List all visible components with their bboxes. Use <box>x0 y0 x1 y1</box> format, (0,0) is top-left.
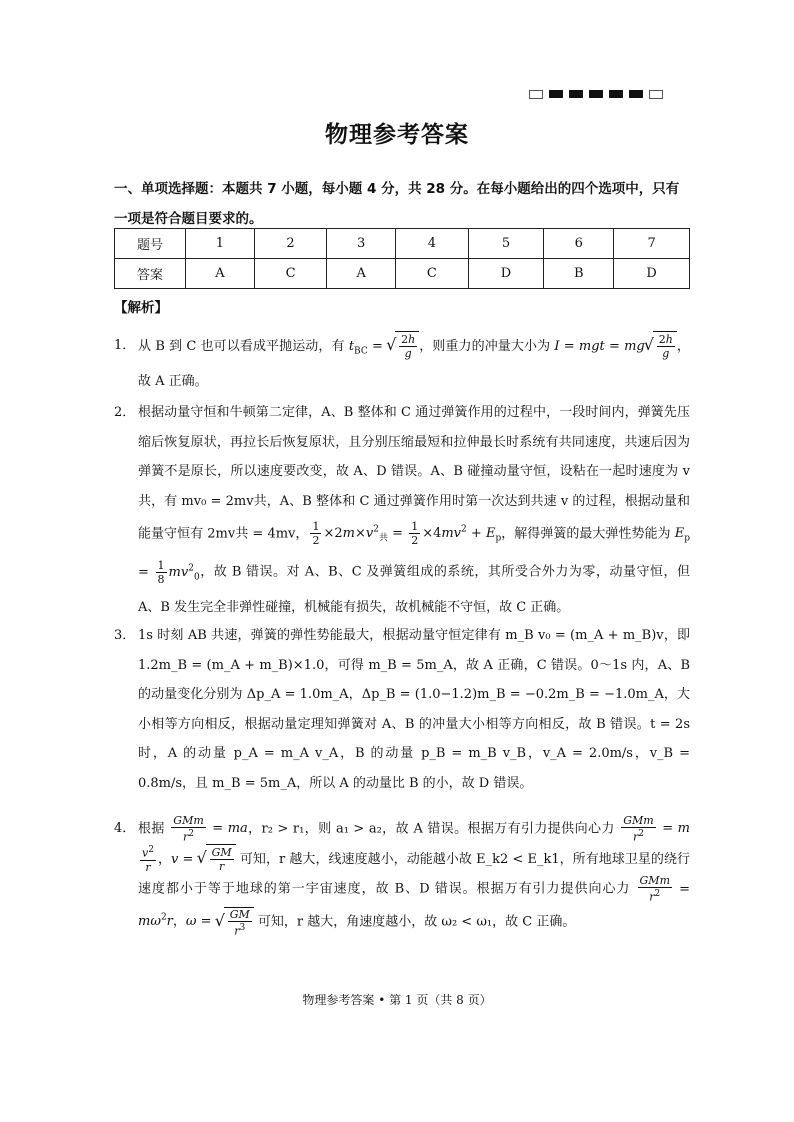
row-label: 答案 <box>115 259 186 289</box>
square-mark <box>629 90 643 98</box>
item-text: 根据 $\frac{\text{GMm}}{r^2}$ = ma，r₂ > r₁，则 a₁ > a₂，故 A 错误。根据万有引力提供向心力 $\frac{\text{GMm}}{r^2}$ = m $\frac{v^2}{r}$ ，v = √ $\frac{GM}{r}$ 可知，r 越大，线速度越小，动能越小故 E_k2 < E_k1，所有地球卫星的绕行速度都小于等于地球的第一宇宙速度，故 B、D 错误。根据万有引力提供向心力 $\frac{\text{GMm}}{r^2}$ = $m\omega^2r$，ω = √ $\frac{GM}{r^3}$ 可知，r 越大，角速度越小，故 ω₂ < ω₁，故 C 正确。 <box>138 814 690 937</box>
formula: $t_{BC}$ = √ $\frac{2h}{g}$ <box>349 339 419 354</box>
row-label: 题号 <box>115 229 186 259</box>
square-mark <box>569 90 583 98</box>
page-title: 物理参考答案 <box>325 122 469 148</box>
formula: $\frac{\text{GMm}}{r^2}$ = ma <box>173 814 248 844</box>
answer-cell: D <box>468 259 544 289</box>
page-footer: 物理参考答案 • 第 1 页（共 8 页） <box>302 993 492 1007</box>
analysis-item-2 <box>114 398 690 622</box>
formula: $\frac{\text{GMm}}{r^2}$ = $m\omega^2r$，ω = √ $\frac{GM}{r^3}$ <box>138 882 690 930</box>
question-number: 7 <box>614 229 690 259</box>
answer-table <box>114 228 690 289</box>
analysis-item-1 <box>114 331 690 396</box>
question-number: 6 <box>544 229 614 259</box>
analysis-item-3 <box>114 621 690 798</box>
section-heading: 一、单项选择题：本题共 7 小题，每小题 4 分，共 28 分。在每小题给出的四个选项中，只有一项是符合题目要求的。 <box>114 181 680 227</box>
square-mark <box>649 90 663 99</box>
answer-cell: C <box>254 259 327 289</box>
question-number: 5 <box>468 229 544 259</box>
question-number: 3 <box>327 229 396 259</box>
item-text: 从 B 到 C 也可以看成平抛运动，有 $t_{BC}$ = √ $\frac{2h}{g}$ ，则重力的冲量大小为 I = mgt = mg √ $\frac{2h}{g}$ ，故 A 正确。 <box>138 331 690 396</box>
analysis-item-4 <box>114 814 690 937</box>
analysis-label: 【解析】 <box>114 300 168 316</box>
item-number: 3． <box>114 628 136 643</box>
question-number: 4 <box>396 229 469 259</box>
square-mark <box>549 90 563 98</box>
answer-cell: D <box>614 259 690 289</box>
formula: $\frac{\text{GMm}}{r^2}$ = m $\frac{v^2}{r}$ ，v = √ $\frac{GM}{r}$ <box>138 821 690 866</box>
header-decoration <box>529 89 663 99</box>
item-text: 1s 时刻 AB 共速，弹簧的弹性势能最大，根据动量守恒定律有 m_B v₀ = (m_A + m_B)v，即 1.2m_B = (m_A + m_B)×1.0，可得 m_B = 5m_A，故 A 正确，C 错误。0～1s 内，A、B 的动量变化分别为 Δp_A = 1.0m_A，Δp_B = (1.0−1.2)m_B = −0.2m_B = −1.0m_A，大小相等方向相反，根据动量定理知弹簧对 A、B 的冲量大小相等方向相反，故 B 错误。t = 2s 时，A 的动量 p_A = m_A v_A，B 的动量 p_B = m_B v_B，v_A = 2.0m/s，v_B = 0.8m/s，且 m_B = 5m_A，所以 A 的动量比 B 的小，故 D 错误。 <box>138 628 690 791</box>
square-mark <box>529 90 543 99</box>
square-mark <box>589 90 603 98</box>
item-number: 2． <box>114 405 136 420</box>
answer-cell: A <box>186 259 255 289</box>
formula: I = mgt = mg √ $\frac{2h}{g}$ <box>554 339 676 354</box>
table-row <box>115 259 690 289</box>
formula: $\frac{1}{2}$ $\times 2m\times v^2_共$ = $\frac{1}{2}$ $\times 4mv^2 + E_p$ <box>312 520 502 548</box>
answer-cell: B <box>544 259 614 289</box>
square-mark <box>609 90 623 98</box>
formula: $E_p$ = $\frac{1}{8}$ $mv^2_0$ <box>138 526 690 586</box>
item-number: 1． <box>114 338 136 353</box>
answer-cell: A <box>327 259 396 289</box>
question-number: 1 <box>186 229 255 259</box>
item-number: 4． <box>114 821 136 836</box>
item-text: 根据动量守恒和牛顿第二定律，A、B 整体和 C 通过弹簧作用的过程中，一段时间内，弹簧先压缩后恢复原状，再拉长后恢复原状，且分别压缩最短和拉伸最长时系统有共同速度，共速后因为弹簧不是原长，所以速度要改变，故 A、D 错误。A、B 碰撞动量守恒，设粘在一起时速度为 v共，有 mv₀ = 2mv共，A、B 整体和 C 通过弹簧作用时第一次达到共速 v 的过程，根据动量和能量守恒有 2mv共 = 4mv， $\frac{1}{2}$ $\times 2m\times v^2_共$ = $\frac{1}{2}$ $\times 4mv^2 + E_p$，解得弹簧的最大弹性势能为 $E_p$ = $\frac{1}{8}$ $mv^2_0$，故 B 错误。对 A、B、C 及弹簧组成的系统，其所受合外力为零，动量守恒，但 A、B 发生完全非弹性碰撞，机械能有损失，故机械能不守恒，故 C 正确。 <box>138 405 690 615</box>
answer-cell: C <box>396 259 469 289</box>
table-row <box>115 229 690 259</box>
question-number: 2 <box>254 229 327 259</box>
